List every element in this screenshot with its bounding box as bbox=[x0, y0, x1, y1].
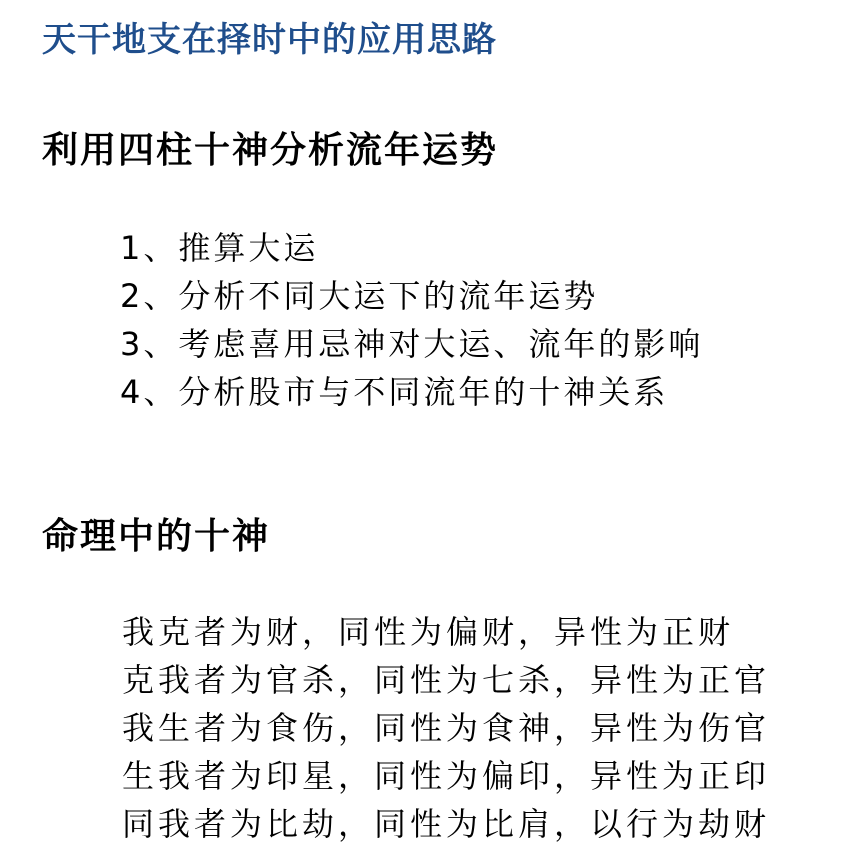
rule-item: 克我者为官杀，同性为七杀，异性为正官 bbox=[122, 661, 771, 699]
step-item: 3、考虑喜用忌神对大运、流年的影响 bbox=[120, 325, 704, 363]
step-item: 4、分析股市与不同流年的十神关系 bbox=[120, 373, 669, 411]
page-title: 天干地支在择时中的应用思路 bbox=[42, 20, 497, 60]
step-item: 2、分析不同大运下的流年运势 bbox=[120, 277, 599, 315]
section-heading-fortune-analysis: 利用四柱十神分析流年运势 bbox=[42, 130, 499, 171]
ten-gods-rules-list bbox=[122, 608, 770, 848]
step-item: 1、推算大运 bbox=[120, 229, 319, 267]
rule-item: 生我者为印星，同性为偏印，异性为正印 bbox=[122, 757, 771, 795]
section-heading-ten-gods: 命理中的十神 bbox=[42, 516, 271, 557]
analysis-steps-list bbox=[120, 224, 703, 416]
rule-item: 我克者为财，同性为偏财，异性为正财 bbox=[122, 613, 735, 651]
rule-item: 我生者为食伤，同性为食神，异性为伤官 bbox=[122, 709, 771, 747]
rule-item: 同我者为比劫，同性为比肩，以行为劫财 bbox=[122, 805, 771, 843]
